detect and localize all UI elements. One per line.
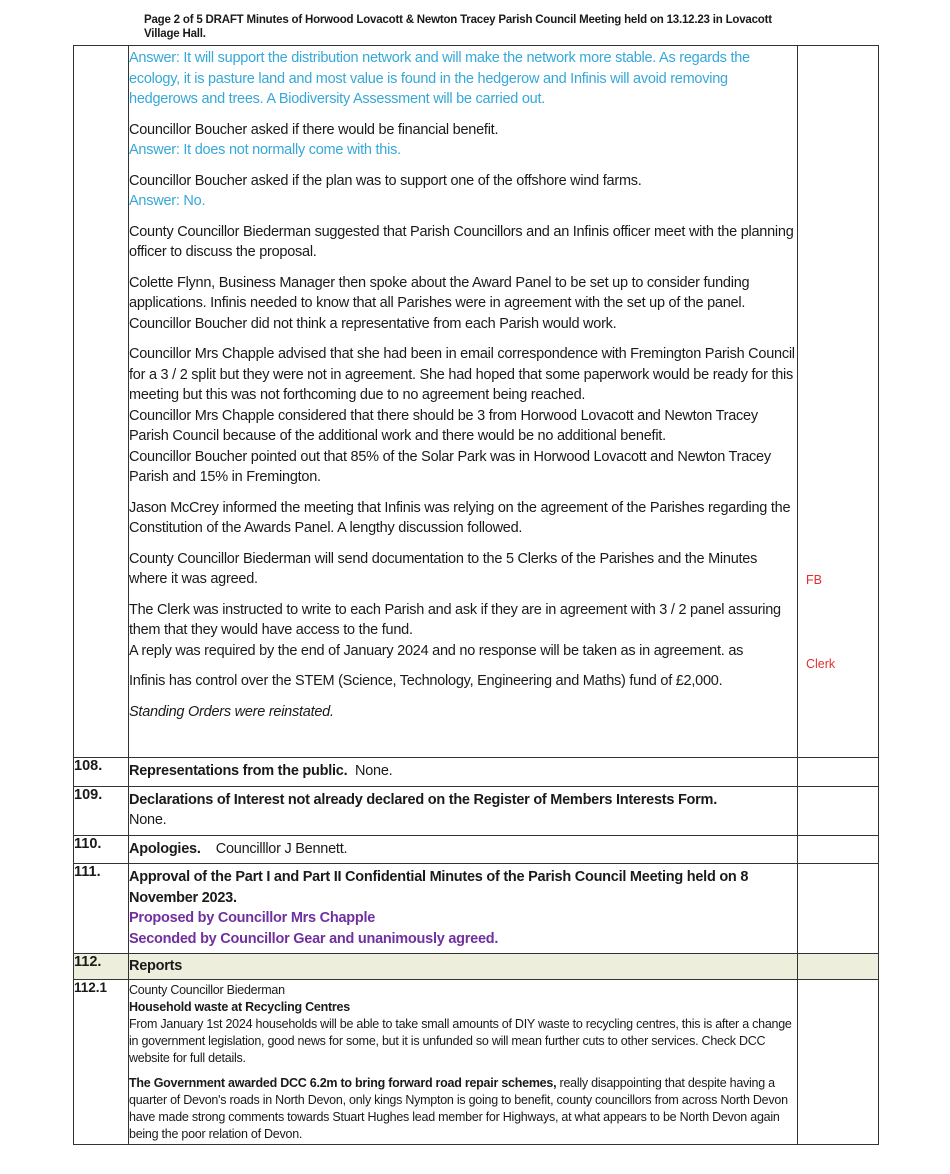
answer-text: Answer: No. xyxy=(129,193,206,209)
minutes-paragraph xyxy=(129,600,797,662)
minutes-table xyxy=(73,45,879,1145)
table-row-109 xyxy=(74,786,879,835)
page-header xyxy=(144,13,794,41)
table-row-108 xyxy=(74,758,879,787)
item-body xyxy=(129,835,798,864)
item-number: 112.1 xyxy=(74,979,129,1144)
action-clerk: Clerk xyxy=(806,657,836,671)
minutes-sentence: A reply was required by the end of January 2024 and no response will be taken as in agreement. as xyxy=(129,642,744,659)
answer-paragraph: Answer: It will support the distribution network and will make the network more stable. As regards the ecology, it is pasture land and most value is found in the hedgerow and Infinis will avoid removing hedgerows and trees. A Biodiversity Assessment will be carried out. xyxy=(129,50,750,107)
minutes-sentence: Councillor Boucher pointed out that 85% of the Solar Park was in Horwood Lovacott and Newton Tracey Parish and 15% in Fremington. xyxy=(129,448,771,485)
report-highlight: The Government awarded DCC 6.2m to bring forward road repair schemes, xyxy=(129,1075,557,1090)
item-number: 112. xyxy=(74,954,129,980)
action-cell xyxy=(798,786,879,835)
header-line-2: Village Hall. xyxy=(144,28,206,40)
item-paragraph xyxy=(129,761,797,782)
table-row-110 xyxy=(74,835,879,864)
table-row-112 xyxy=(74,954,879,980)
item-number-cell xyxy=(74,46,129,758)
minutes-paragraph: Infinis has control over the STEM (Science, Technology, Engineering and Maths) fund of £2,000. xyxy=(129,673,723,689)
question-text: Councillor Boucher asked if there would be financial benefit. xyxy=(129,121,499,138)
minutes-sentence: Councillor Mrs Chapple advised that she had been in email correspondence with Fremington Parish Council for a 3 / 2 split but they were not in agreement. She had hoped that some paperwork would be ready for this meeting but this was not forthcoming due to no agreement being reached. xyxy=(129,346,795,403)
item-paragraph xyxy=(129,790,797,831)
item-number: 108. xyxy=(74,758,129,787)
action-fb: FB xyxy=(806,573,822,587)
report-text: really disappointing that despite having a quarter of Devon's roads in North Devon, only kings Nympton is going to benefit, county councillors from across North Devon have made strong comments towards Stuart Hughes lead member for Highways, at what appears to be North Devon again being the poor relation of Devon. xyxy=(129,1075,788,1141)
minutes-paragraph xyxy=(129,120,797,161)
item-title: Approval of the Part I and Part II Confidential Minutes of the Parish Council Meeting held on 8 November 2023. xyxy=(129,869,749,906)
item-body xyxy=(129,758,798,787)
item-text: None. xyxy=(354,763,393,779)
action-cell xyxy=(798,46,879,758)
item-paragraph xyxy=(129,839,797,860)
action-cell xyxy=(798,979,879,1144)
item-title: Apologies. xyxy=(129,840,201,857)
table-row-continuation xyxy=(74,46,879,758)
item-paragraph xyxy=(129,1075,797,1143)
item-paragraph xyxy=(129,982,797,1067)
item-text: None. xyxy=(129,812,167,828)
minutes-paragraph: Standing Orders were reinstated. xyxy=(129,703,334,720)
item-body xyxy=(129,954,798,980)
minutes-paragraph: Jason McCrey informed the meeting that Infinis was relying on the agreement of the Parishes regarding the Constitution of the Awards Panel. A lengthy discussion followed. xyxy=(129,499,791,536)
report-subtitle: Household waste at Recycling Centres xyxy=(129,999,350,1014)
item-number: 109. xyxy=(74,786,129,835)
item-number: 110. xyxy=(74,835,129,864)
minutes-paragraph xyxy=(129,171,797,212)
action-cell xyxy=(798,864,879,954)
item-body xyxy=(129,979,798,1144)
item-title: Declarations of Interest not already declared on the Register of Members Interests Form. xyxy=(129,791,717,808)
table-row-112-1 xyxy=(74,979,879,1144)
header-line-1: Page 2 of 5 DRAFT Minutes of Horwood Lovacott & Newton Tracey Parish Council Meeting held on 13.12.23 in Lovacott xyxy=(144,14,772,26)
minutes-sentence: The Clerk was instructed to write to each Parish and ask if they are in agreement with 3 / 2 panel assuring them that they would have access to the fund. xyxy=(129,601,781,638)
item-number: 111. xyxy=(74,864,129,954)
reporter-name: County Councillor Biederman xyxy=(129,982,285,997)
item-title: Representations from the public. xyxy=(129,763,348,779)
item-body xyxy=(129,786,798,835)
minutes-paragraph: County Councillor Biederman suggested that Parish Councillors and an Infinis officer meet with the planning officer to discuss the proposal. xyxy=(129,223,794,260)
question-text: Councillor Boucher asked if the plan was to support one of the offshore wind farms. xyxy=(129,172,642,189)
minutes-paragraph: Colette Flynn, Business Manager then spoke about the Award Panel to be set up to consider funding applications. Infinis needed to know that all Parishes were in agreement with the set up of the panel. Councillor Boucher did not think a representative from each Parish would work. xyxy=(129,274,750,332)
item-title: Reports xyxy=(129,958,183,974)
action-cell xyxy=(798,954,879,980)
minutes-paragraph xyxy=(129,344,797,488)
action-cell xyxy=(798,758,879,787)
table-row-111 xyxy=(74,864,879,954)
minutes-paragraph: County Councillor Biederman will send documentation to the 5 Clerks of the Parishes and the Minutes where it was agreed. xyxy=(129,550,758,587)
item-paragraph xyxy=(129,867,797,949)
report-text: From January 1st 2024 households will be able to take small amounts of DIY waste to recycling centres, this is after a change in government legislation, good news for some, but it is unfunded so will mean further cuts to other services. Check DCC website for full details. xyxy=(129,1016,792,1065)
continuation-body xyxy=(129,46,798,758)
item-body xyxy=(129,864,798,954)
answer-text: Answer: It does not normally come with this. xyxy=(129,142,401,158)
proposed-text: Proposed by Councillor Mrs Chapple xyxy=(129,910,376,926)
minutes-sentence: Councillor Mrs Chapple considered that there should be 3 from Horwood Lovacott and Newton Tracey Parish Council because of the additional work and there would be no additional benefit. xyxy=(129,407,758,444)
action-cell xyxy=(798,835,879,864)
item-text: Councilllor J Bennett. xyxy=(215,840,348,857)
seconded-text: Seconded by Councillor Gear and unanimously agreed. xyxy=(129,930,499,947)
